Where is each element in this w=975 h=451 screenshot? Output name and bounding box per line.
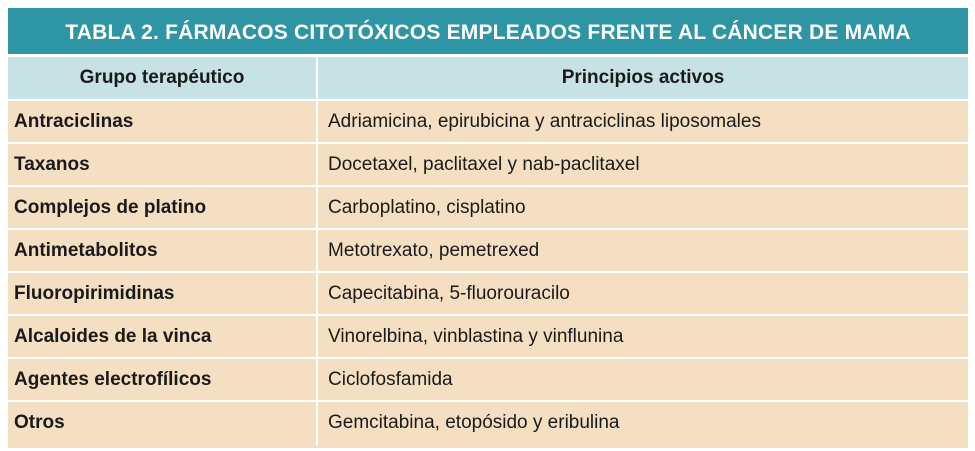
actives-cell: Metotrexato, pemetrexed [328, 240, 540, 261]
table-row [8, 101, 968, 144]
table-row [8, 144, 968, 187]
group-cell: Antimetabolitos [8, 230, 318, 271]
table-body [8, 101, 968, 445]
table-title: TABLA 2. FÁRMACOS CITOTÓXICOS EMPLEADOS FRENTE AL CÁNCER DE MAMA [8, 8, 968, 57]
group-cell: Alcaloides de la vinca [8, 316, 318, 357]
drug-table [8, 8, 968, 448]
actives-cell: Capecitabina, 5-fluorouracilo [328, 283, 570, 304]
actives-cell: Docetaxel, paclitaxel y nab-paclitaxel [328, 154, 640, 175]
actives-cell: Adriamicina, epirubicina y antraciclinas liposomales [328, 111, 761, 132]
table-row [8, 187, 968, 230]
actives-cell: Gemcitabina, etopósido y eribulina [328, 412, 620, 433]
table-row [8, 359, 968, 402]
table-row [8, 316, 968, 359]
actives-cell: Carboplatino, cisplatino [328, 197, 526, 218]
actives-cell: Ciclofosfamida [328, 369, 453, 390]
header-group: Grupo terapéutico [8, 57, 318, 99]
table-row [8, 273, 968, 316]
group-cell: Antraciclinas [8, 101, 318, 142]
actives-cell: Vinorelbina, vinblastina y vinflunina [328, 326, 624, 347]
table-row [8, 402, 968, 445]
table-header-row [8, 57, 968, 101]
table-row [8, 230, 968, 273]
group-cell: Fluoropirimidinas [8, 273, 318, 314]
group-cell: Complejos de platino [8, 187, 318, 228]
header-actives: Principios activos [561, 67, 725, 88]
group-cell: Taxanos [8, 144, 318, 185]
group-cell: Otros [8, 402, 318, 445]
group-cell: Agentes electrofílicos [8, 359, 318, 400]
